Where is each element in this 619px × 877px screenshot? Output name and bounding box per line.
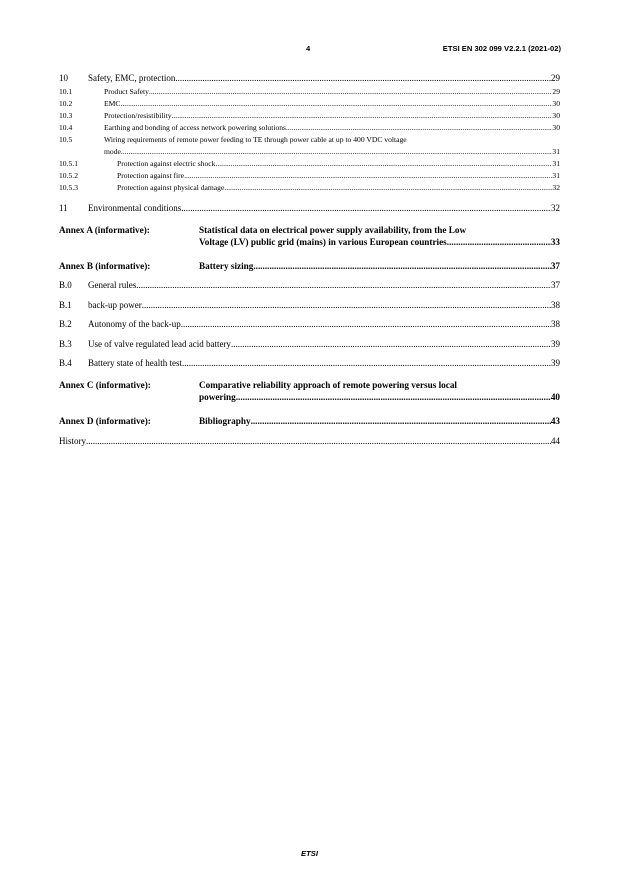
toc-annex-a[interactable]: [59, 224, 560, 250]
dot-leader: [215, 158, 552, 170]
toc-entry-page: 29: [552, 87, 560, 96]
toc-entry-title: Protection against physical damage: [117, 183, 225, 192]
dot-leader: [142, 299, 551, 311]
annex-label: Annex A (informative):: [59, 225, 150, 235]
toc-entry-number: B.4: [59, 358, 72, 368]
dot-leader: [184, 170, 552, 182]
toc-annex-b[interactable]: [59, 260, 560, 272]
footer-etsi: ETSI: [301, 849, 318, 858]
toc-annex-c[interactable]: [59, 379, 560, 405]
annex-title: Bibliography: [199, 416, 251, 426]
dot-leader: [251, 415, 551, 427]
toc-annex-d[interactable]: [59, 415, 560, 427]
toc-entry-number: 10.1: [59, 87, 73, 96]
toc-entry-page: 32: [551, 203, 560, 213]
toc-entry-title: Environmental conditions: [88, 203, 182, 213]
toc-entry-10-5-1[interactable]: [59, 158, 560, 170]
toc-entry-10-3[interactable]: [59, 110, 560, 122]
toc-entry-title: Use of valve regulated lead acid battery: [88, 339, 231, 349]
toc-entry-title: back-up power: [88, 300, 142, 310]
toc-entry-10-5-cont[interactable]: [59, 146, 560, 158]
annex-label: Annex D (informative):: [59, 416, 151, 426]
dot-leader: [286, 122, 552, 134]
annex-title-line2: Voltage (LV) public grid (mains) in various European countries: [199, 237, 447, 247]
toc-entry-10-1[interactable]: [59, 86, 560, 98]
toc-entry-number: 10.4: [59, 123, 73, 132]
annex-title-line1: Statistical data on electrical power supply availability, from the Low: [199, 225, 467, 235]
annex-title-line1: Comparative reliability approach of remote powering versus local: [199, 380, 457, 390]
toc-entry-page: 43: [550, 416, 560, 426]
toc-entry-title: EMC: [104, 99, 121, 108]
toc-entry-title: Protection against electric shock: [117, 159, 216, 168]
annex-title-line2: powering: [199, 392, 236, 402]
document-id: ETSI EN 302 099 V2.2.1 (2021-02): [442, 44, 561, 53]
toc-entry-page: 44: [551, 436, 560, 446]
toc-entry-number: 10.5.1: [59, 159, 78, 168]
toc-entry-title-line2: mode: [104, 147, 121, 156]
toc-entry-title: Safety, EMC, protection: [88, 73, 176, 83]
toc-entry-10-5-2[interactable]: [59, 170, 560, 182]
annex-label: Annex B (informative):: [59, 261, 151, 271]
dot-leader: [172, 110, 553, 122]
toc-entry-11[interactable]: [59, 202, 560, 214]
toc-entry-number: B.0: [59, 280, 72, 290]
toc-entry-number: 10.5.3: [59, 183, 78, 192]
toc-entry-10-2[interactable]: [59, 98, 560, 110]
dot-leader: [181, 318, 551, 330]
toc-entry-title: Battery state of health test: [88, 358, 182, 368]
toc-entry-number: 10.3: [59, 111, 73, 120]
toc-entry-title: Earthing and bonding of access network powering solutions: [104, 123, 287, 132]
toc-entry-page: 39: [551, 358, 560, 368]
dot-leader: [149, 86, 552, 98]
toc-entry-page: 31: [552, 171, 560, 180]
toc-entry-page: 33: [550, 237, 560, 247]
toc-entry-b2[interactable]: [59, 318, 560, 330]
annex-title: Battery sizing: [199, 261, 254, 271]
toc-entry-title-line1: Wiring requirements of remote power feeding to TE through power cable at up to 400 VDC voltage: [104, 135, 407, 144]
toc-entry-page: 29: [551, 73, 560, 83]
toc-entry-number: 10.5: [59, 135, 73, 144]
annex-label: Annex C (informative):: [59, 380, 151, 390]
dot-leader: [121, 146, 553, 158]
dot-leader: [253, 260, 550, 272]
toc-entry-page: 31: [552, 147, 560, 156]
toc-entry-b4[interactable]: [59, 357, 560, 369]
toc-entry-number: B.1: [59, 300, 72, 310]
dot-leader: [120, 98, 552, 110]
dot-leader: [136, 279, 551, 291]
toc-entry-10-5-3[interactable]: [59, 182, 560, 194]
dot-leader: [447, 236, 551, 248]
toc-entry-page: 38: [551, 319, 560, 329]
dot-leader: [236, 391, 551, 403]
toc-entry-number: 10: [59, 73, 68, 83]
dot-leader: [231, 338, 551, 350]
toc-entry-page: 30: [552, 123, 560, 132]
toc-entry-number: 10.2: [59, 99, 73, 108]
toc-entry-history[interactable]: [59, 435, 560, 447]
dot-leader: [86, 435, 551, 447]
toc-entry-number: 11: [59, 203, 68, 213]
toc-entry-page: 30: [552, 99, 560, 108]
toc-entry-page: 38: [551, 300, 560, 310]
toc-entry-10-5[interactable]: [59, 134, 560, 146]
toc-entry-b1[interactable]: [59, 299, 560, 311]
page-number: 4: [306, 44, 311, 53]
toc-entry-number: B.2: [59, 319, 72, 329]
toc-entry-number: 10.5.2: [59, 171, 78, 180]
toc-entry-page: 31: [552, 159, 560, 168]
toc-entry-title: Protection/resistibility: [104, 111, 172, 120]
toc-entry-title: Protection against fire: [117, 171, 185, 180]
toc-entry-10-4[interactable]: [59, 122, 560, 134]
toc-entry-title: General rules: [88, 280, 137, 290]
toc-entry-b3[interactable]: [59, 338, 560, 350]
dot-leader: [181, 202, 551, 214]
toc-entry-b0[interactable]: [59, 279, 560, 291]
toc-entry-page: 40: [550, 392, 560, 402]
toc-entry-title: Product Safety: [104, 87, 149, 96]
toc-entry-page: 37: [550, 261, 560, 271]
toc-entry-page: 39: [551, 339, 560, 349]
toc-entry-page: 32: [552, 183, 560, 192]
toc-entry-page: 30: [552, 111, 560, 120]
dot-leader: [224, 182, 552, 194]
toc-entry-10[interactable]: [59, 72, 560, 84]
toc-entry-title: Autonomy of the back-up: [88, 319, 181, 329]
toc-entry-number: B.3: [59, 339, 72, 349]
toc-entry-title: History: [59, 436, 86, 446]
toc-entry-page: 37: [551, 280, 560, 290]
dot-leader: [175, 72, 551, 84]
dot-leader: [182, 357, 551, 369]
